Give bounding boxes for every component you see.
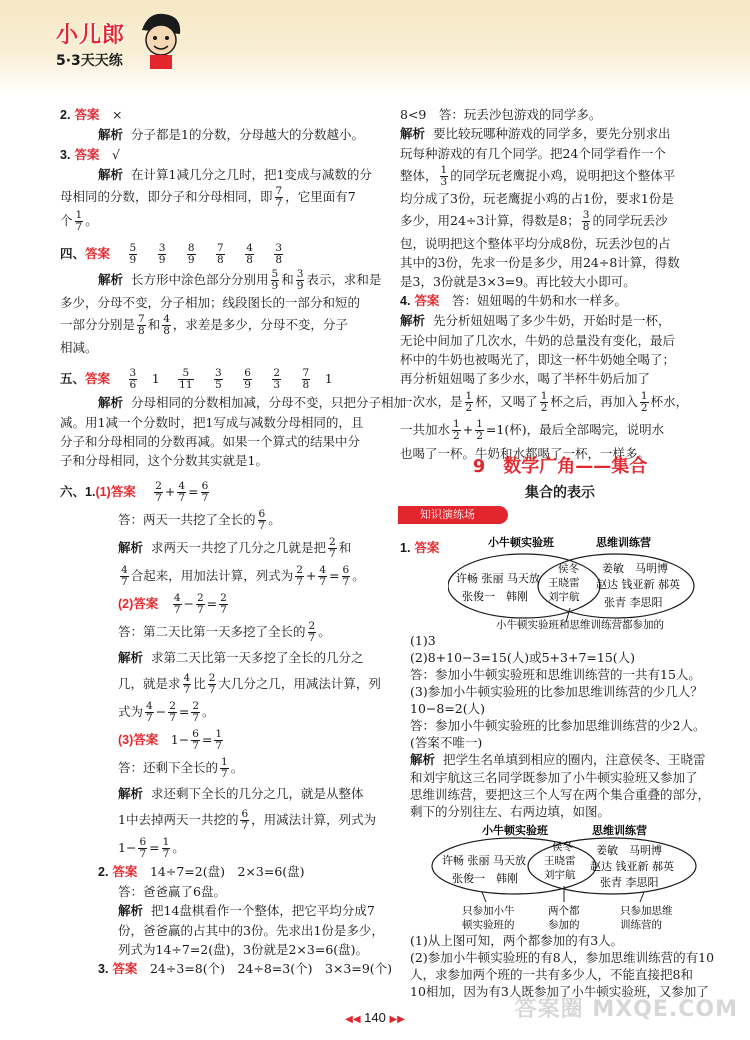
svg-text:小牛顿实验班: 小牛顿实验班 <box>482 824 548 837</box>
svg-text:两个都: 两个都 <box>548 905 580 917</box>
star-icon: ✦ <box>398 503 415 527</box>
svg-text:赵达 钱亚新 郝英: 赵达 钱亚新 郝英 <box>590 860 674 873</box>
svg-text:侯冬: 侯冬 <box>552 841 573 853</box>
q4-answer-row: 四、答案 $\frac{5}{9}$ $\frac{3}{9}$ $\frac{8}{9}$ $\frac{7}{8}$ $\frac{4}{8}$ $\frac{3}{8}$ <box>60 242 283 266</box>
left-column: 2. 答案 × 解析 分子都是1的分数，分母越大的分数越小。 3. 答案 √ 解析 在计算1减几分之几时，把1变成与减数的分 母相同的分数，即分子和分母相同，即 $\frac{7}{7}$ ，它里面有7 个 $\frac{1}{7}$ 。 四、答案 $\frac{5}{9}$ $\frac{3}{9}$ $\frac{8}{9}$ $\frac{7}{8}$ $\frac{4}{8}$ $\frac{3}{8}$ 解析 长方形中涂色部分分别用 $\frac{5}{9}$ 和 $\frac{3}{9}$ 表示，求和是 多少，分母不变，分子相加；线段图长的一部分和短的 一部分分别是 $\frac{7}{8}$ 和 $\frac{4}{8}$ ，求差是多少，分母不变，分子 相减。 五、答案 $\frac{3}{6}$ 1 $\frac{5}{11}$ $\frac{3}{5}$ $\frac{6}{9}$ $\frac{2}{3}$ $\frac{7}{8}$ 1 解析 分母相同的分数相加减，分母不变，只把分子相加 减。用1减一个分数时，把1写成与减数分母相同的，且 分子和分母相同的分数再减。如果一个算式的结果中分 子和分母相同，这个分数其实就是1。 六、1.(1)答案 $\frac{2}{7}$ + $\frac{4}{7}$ = $\frac{6}{7}$ 答：两天一共挖了全长的 $\frac{6}{7}$ 。 解析 求两天一共挖了几分之几就是把 $\frac{2}{7}$ 和 $\frac{4}{7}$ 合起来，用加法计算，列式为 $\frac{2}{7}$ + $\frac{4}{7}$ = $\frac{6}{7}$ 。 (2)答案 $\frac{4}{7}$ − $\frac{2}{7}$ = $\frac{2}{7}$ 答：第二天比第一天多挖了全长的 $\frac{2}{7}$ 。 解析 求第二天比第一天多挖了全长的几分之 几，就是求 $\frac{4}{7}$ 比 $\frac{2}{7}$ 大几分之几，用减法计算，列 式为 $\frac{4}{7}$ − $\frac{2}{7}$ = $\frac{2}{7}$ 。 (3)答案 1− $\frac{6}{7}$ = $\frac{1}{7}$ 答：还剩下全长的 $\frac{1}{7}$ 。 解析 求还剩下全长的几分之几，就是从整体 1中去掉两天一共挖的 $\frac{6}{7}$ ，用减法计算，列式为 1− $\frac{6}{7}$ = $\frac{1}{7}$ 。 2. 答案 14÷7=2(盘) 2×3=6(盘) 答：爸爸赢了6盘。 解析 把14盘棋看作一个整体，把它平均分成7 份，爸爸赢的占其中的3份。先求出1份是多少， 列式为14÷7=2(盘)，3份就是2×3=6(盘)。 3. 答案 24÷3=8(个) 24÷8=3(个) 3×3=9(个) <box>60 107 407 976</box>
svg-text:小牛顿实验班和思维训练营都参加的: 小牛顿实验班和思维训练营都参加的 <box>496 619 664 630</box>
svg-text:思维训练营: 思维训练营 <box>592 824 647 837</box>
q1-answer-block: (1)3 (2)8+10−3=15(人)或5+3+7=15(人) 答：参加小牛顿实验班和思维训练营的一共有15人。 (3)参加小牛顿实验班的比参加思维训练营的少几人？ 10−8=2(人) 答：参加小牛顿实验班的比参加思维训练营的少2人。 (答案不唯一) 解析 把学生名单填到相应的圈内，注意侯冬、王晓雷 和刘宇航这三名同学既参加了小牛顿实验班又参加了 思维训练营，要把这三个人写在两个集合重叠的部分， 剩下的分别往左、右两边填，如图。 <box>410 633 711 819</box>
venn1-left-label: 小牛顿实验班 <box>488 536 554 549</box>
svg-text:只参加思维: 只参加思维 <box>620 905 673 917</box>
svg-text:侯冬: 侯冬 <box>558 563 579 575</box>
svg-text:张青 李思阳: 张青 李思阳 <box>604 596 663 609</box>
q5-answer-row: 五、答案 $\frac{3}{6}$ 1 $\frac{5}{11}$ $\frac{3}{5}$ $\frac{6}{9}$ $\frac{2}{3}$ $\frac{7}{8}$ 1 <box>60 367 333 391</box>
practice-banner: 知识演练场 <box>398 506 508 524</box>
section-title: 9 数学广角——集合 <box>472 456 648 477</box>
brand-title: 小儿郎 <box>56 23 126 48</box>
venn-diagram-2 <box>430 822 700 932</box>
svg-text:王晓雷: 王晓雷 <box>548 577 580 589</box>
svg-text:许畅 张丽 马天放: 许畅 张丽 马天放 <box>456 572 540 585</box>
svg-text:张青 李思阳: 张青 李思阳 <box>600 876 659 889</box>
q1-extra-block: (1)从上图可知，两个都参加的有3人。 (2)参加小牛顿实验班的有8人，参加思维训练营的有10 人，求参加两个班的一共有多少人，不能直接把8和 10相加，因为有3人既参加了小牛顿实验班，又参加了 <box>410 933 715 999</box>
brand-logo <box>46 12 186 82</box>
svg-text:训练营的: 训练营的 <box>620 919 662 931</box>
svg-text:许畅 张丽 马天放: 许畅 张丽 马天放 <box>442 854 526 867</box>
brand-series: 5·3天天练 <box>56 53 123 69</box>
svg-text:张俊一 韩刚: 张俊一 韩刚 <box>462 590 528 603</box>
watermark: 答案圈 MXQE.COM <box>514 997 738 1022</box>
svg-text:王晓雷: 王晓雷 <box>544 855 576 867</box>
prev-arrows-icon: ◀◀ <box>345 1014 361 1025</box>
svg-text:只参加小牛: 只参加小牛 <box>462 905 515 917</box>
svg-text:张俊一 韩刚: 张俊一 韩刚 <box>452 872 518 885</box>
svg-text:刘宇航: 刘宇航 <box>548 591 580 603</box>
svg-text:赵达 钱亚新 郝英: 赵达 钱亚新 郝英 <box>596 578 680 591</box>
svg-text:刘宇航: 刘宇航 <box>544 869 576 881</box>
section-subtitle: 集合的表示 <box>525 485 595 501</box>
next-arrows-icon: ▶▶ <box>389 1014 405 1025</box>
right-column: 8<9 答：玩丢沙包游戏的同学多。 解析 要比较玩哪种游戏的同学多，要先分别求出 玩每种游戏的有几个同学。把24个同学看作一个 整体， $\frac{1}{3}$ 的同学玩老鹰捉小鸡，说明把这个整体平 均分成了3份，玩老鹰捉小鸡的占1份，要求1份是 多少，用24÷3计算，得数是8； $\frac{3}{8}$ 的同学玩丢沙 包，说明把这个整体平均分成8份，玩丢沙包的占 其中的3份，先求一份是多少，用24÷8计算，得数 是3，3份就是3×3=9。再比较大小即可。 4. 答案 答：妞妞喝的牛奶和水一样多。 解析 先分析妞妞喝了多少牛奶，开始时是一杯， 无论中间加了几次水，牛奶的总量没有变化，最后 杯中的牛奶也被喝光了，即这一杯牛奶她全喝了； 再分析妞妞喝了多少水，喝了半杯牛奶后加了 一次水，是 $\frac{1}{2}$ 杯，又喝了 $\frac{1}{2}$ 杯之后，再加入 $\frac{1}{2}$ 杯水， 一共加水 $\frac{1}{2}$ + $\frac{1}{2}$ =1(杯)，最后全部喝完，说明水 也喝了一杯。牛奶和水都喝了一杯，一样多。 <box>400 107 689 461</box>
mascot-face-icon <box>138 12 184 72</box>
svg-text:参加的: 参加的 <box>548 919 580 931</box>
svg-text:姜敏 马明博: 姜敏 马明博 <box>596 844 662 857</box>
q1-answer-label: 1. 答案 <box>400 541 440 555</box>
svg-text:姜敏 马明博: 姜敏 马明博 <box>602 562 668 575</box>
svg-text:顿实验班的: 顿实验班的 <box>462 919 515 931</box>
page-number: 140 <box>364 1010 386 1025</box>
venn1-right-label: 思维训练营 <box>596 536 651 549</box>
venn-diagram-1 <box>448 534 698 630</box>
